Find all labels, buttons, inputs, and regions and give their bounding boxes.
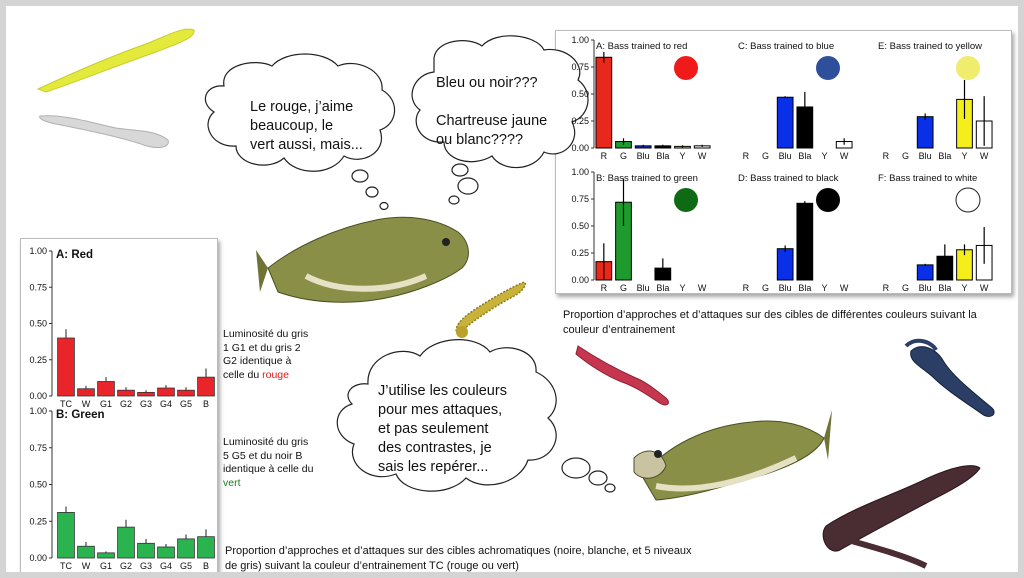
bar (198, 537, 215, 558)
y-tick-label: 0.50 (571, 89, 589, 99)
y-tick-label: 0.25 (571, 248, 589, 258)
y-tick-label: 0.00 (571, 275, 589, 285)
x-tick-label: Y (961, 151, 968, 161)
x-tick-label: G (761, 151, 770, 161)
crayfish-lure-icon (906, 341, 994, 417)
bar (138, 543, 155, 558)
y-tick-label: 0.00 (571, 143, 589, 153)
y-tick-label: 0.75 (29, 282, 47, 293)
y-tick-label: 0.75 (571, 194, 589, 204)
x-tick-label: W (81, 561, 91, 571)
x-tick-label: Y (679, 283, 686, 293)
y-tick-label: 0.00 (29, 391, 47, 401)
note-red-text: Luminosité du gris 1 G1 et du gris 2 G2 identique à celle du (223, 328, 309, 381)
note-green-highlight: vert (223, 476, 241, 489)
bubble-line: et pas seulement (378, 421, 489, 437)
bar (777, 249, 793, 280)
achromatic-chart-caption: Proportion d’approches et d’attaques sur des cibles achromatiques (noire, blanche, et 5 niveaux de gris) suivant la couleur d’entrainement TC (rouge ou vert) (225, 545, 692, 572)
x-tick-label: Y (821, 283, 828, 293)
x-tick-label: G (761, 283, 770, 293)
y-tick-label: 1.00 (571, 167, 589, 177)
x-tick-label: R (742, 283, 750, 293)
bubble-line: Bleu ou noir??? (436, 75, 538, 91)
x-tick-label: R (600, 151, 608, 161)
x-tick-label: Blu (636, 283, 650, 293)
x-tick-label: G1 (99, 399, 113, 409)
x-tick-label: TC (60, 399, 72, 409)
x-tick-label: Blu (778, 283, 792, 293)
bar (596, 57, 612, 148)
x-tick-label: W (839, 283, 849, 293)
y-tick-label: 0.50 (29, 318, 47, 329)
y-tick-label: 0.25 (29, 516, 47, 527)
x-tick-label: W (697, 151, 707, 161)
x-tick-label: W (697, 283, 707, 293)
bar (178, 539, 195, 558)
bar (917, 117, 933, 148)
x-tick-label: G3 (139, 561, 153, 571)
y-tick-label: 0.50 (571, 221, 589, 231)
worm-lure-icon (456, 282, 525, 338)
x-tick-label: G5 (179, 561, 193, 571)
x-tick-label: Y (961, 283, 968, 293)
color-swatch (956, 188, 980, 212)
bass-fish-icon (256, 217, 468, 302)
x-tick-label: R (600, 283, 608, 293)
y-tick-label: 1.00 (29, 246, 47, 256)
bar (917, 265, 933, 280)
bass-fish-icon (634, 410, 832, 500)
panel-title: C: Bass trained to blue (738, 41, 835, 52)
bar (58, 338, 75, 396)
x-tick-label: Y (821, 151, 828, 161)
bubble-1-text (250, 98, 390, 155)
bubble-line: Chartreuse jaune (436, 113, 548, 129)
x-tick-label: Bla (938, 151, 952, 161)
x-tick-label: G4 (159, 561, 173, 571)
panel-title: A: Bass trained to red (596, 41, 688, 52)
bar (777, 97, 793, 148)
panel-title: A: Red (56, 249, 94, 261)
color-swatch (816, 188, 840, 212)
y-tick-label: 0.75 (29, 442, 47, 453)
bar (198, 377, 215, 396)
x-tick-label: G (619, 283, 628, 293)
x-tick-label: G1 (99, 561, 113, 571)
chart-panel-D (738, 173, 849, 293)
bar (78, 389, 95, 396)
color-swatch (674, 188, 698, 212)
y-tick-label: 1.00 (571, 35, 589, 45)
bar (797, 203, 813, 280)
x-tick-label: Bla (938, 283, 952, 293)
y-tick-label: 0.25 (571, 116, 589, 126)
bar (98, 553, 115, 558)
y-tick-label: 0.25 (29, 354, 47, 365)
x-tick-label: Y (679, 151, 686, 161)
y-tick-label: 0.00 (29, 553, 47, 563)
chart-panel-B (571, 167, 706, 293)
color-chart-caption: Proportion d’approches et d’attaques sur des cibles de différentes couleurs suivant la couleur d’entrainement (563, 309, 977, 336)
color-swatch (816, 56, 840, 80)
x-tick-label: B (202, 399, 210, 409)
white-lure-icon (40, 116, 169, 148)
bar (158, 388, 175, 396)
chartreuse-lure-icon (38, 29, 194, 92)
bubble-line: pour mes attaques, (378, 402, 503, 418)
panel-title: B: Green (56, 409, 105, 421)
achromatic-bar-chart (29, 246, 214, 571)
note-green-text: Luminosité du gris 5 G5 et du noir B identique à celle du (223, 436, 314, 475)
bubble-line: ou blanc???? (436, 132, 524, 148)
note-red (223, 328, 315, 382)
x-tick-label: W (839, 151, 849, 161)
x-tick-label: R (882, 283, 890, 293)
bar (118, 390, 135, 396)
bar (178, 390, 195, 396)
x-tick-label: TC (60, 561, 72, 571)
x-tick-label: W (81, 399, 91, 409)
creature-lure-icon (823, 466, 980, 566)
x-tick-label: G (901, 283, 910, 293)
panel-title: E: Bass trained to yellow (878, 41, 983, 52)
bubble-line: beaucoup, le (250, 118, 334, 134)
bar (58, 512, 75, 558)
y-tick-label: 0.50 (29, 479, 47, 490)
x-tick-label: Blu (636, 151, 650, 161)
bar (158, 547, 175, 558)
color-swatch (956, 56, 980, 80)
bubble-2-text (436, 74, 576, 150)
x-tick-label: G5 (179, 399, 193, 409)
x-tick-label: G2 (119, 399, 133, 409)
note-red-highlight: rouge (262, 368, 289, 381)
chart-panel-C (738, 41, 852, 161)
x-tick-label: G2 (119, 561, 133, 571)
bar (118, 527, 135, 558)
bubble-line: J’utilise les couleurs (378, 383, 507, 399)
chart-panel-F (878, 173, 992, 293)
bubble-line: sais les repérer... (378, 459, 489, 475)
bubble-line: vert aussi, mais... (250, 137, 363, 153)
x-tick-label: Blu (918, 283, 932, 293)
panel-title: D: Bass trained to black (738, 173, 839, 184)
bubble-3-text (378, 382, 548, 477)
x-tick-label: W (979, 283, 989, 293)
x-tick-label: R (882, 151, 890, 161)
x-tick-label: Blu (918, 151, 932, 161)
x-tick-label: Bla (656, 283, 670, 293)
y-tick-label: 1.00 (29, 406, 47, 416)
panel-title: B: Bass trained to green (596, 173, 698, 184)
x-tick-label: W (979, 151, 989, 161)
x-tick-label: R (742, 151, 750, 161)
x-tick-label: G (901, 151, 910, 161)
panel-title: F: Bass trained to white (878, 173, 978, 184)
bar (138, 392, 155, 396)
chart-panel-A (571, 35, 710, 161)
x-tick-label: G4 (159, 399, 173, 409)
achromatic-panel-A (29, 246, 214, 409)
red-lure-icon (576, 346, 668, 405)
x-tick-label: Bla (798, 151, 812, 161)
note-green (223, 436, 315, 490)
x-tick-label: Blu (778, 151, 792, 161)
bar (98, 382, 115, 397)
achromatic-panel-B (29, 406, 214, 571)
x-tick-label: G3 (139, 399, 153, 409)
chart-panel-E (878, 41, 992, 161)
x-tick-label: Bla (798, 283, 812, 293)
x-tick-label: B (202, 561, 210, 571)
bubble-line: Le rouge, j’aime (250, 99, 354, 115)
y-tick-label: 0.75 (571, 62, 589, 72)
bar (78, 546, 95, 558)
bubble-line: des contrastes, je (378, 440, 492, 456)
x-tick-label: G (619, 151, 628, 161)
color-bar-chart (571, 35, 992, 293)
color-swatch (674, 56, 698, 80)
x-tick-label: Bla (656, 151, 670, 161)
bubble-line (436, 93, 576, 112)
